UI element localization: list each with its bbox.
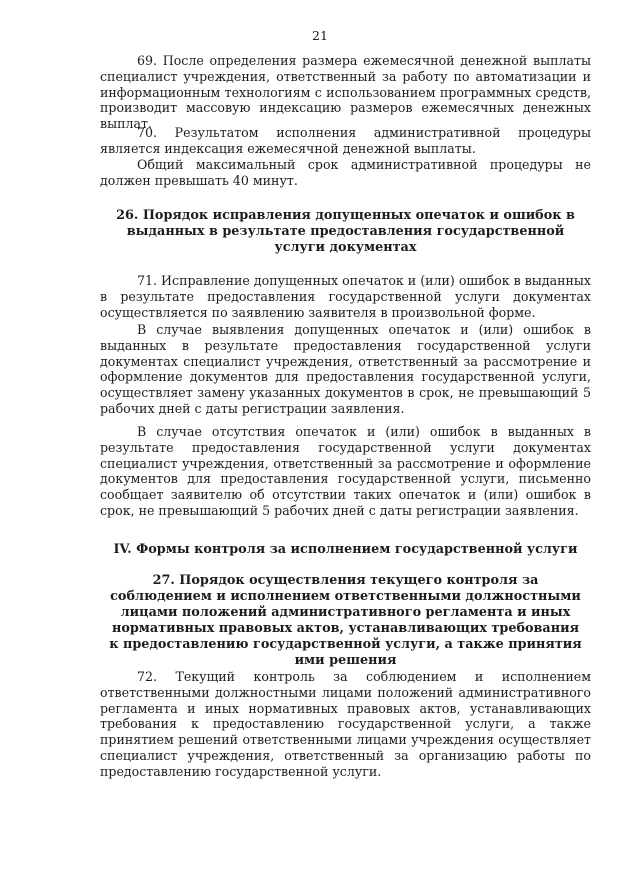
paragraph-71-no-errors: В случае отсутствия опечаток и (или) ошибок в выданных в результате предоставления государственной услуги документах специалист учреждения, ответственный за рассмотрение и оформление документов для предоставления государственной услуги, письменно сообщает заявителю об отсутствии таких опечаток и (или) ошибок в срок, не превышающий 5 рабочих дней с даты регистрации заявления. — [100, 424, 591, 518]
paragraph-70: 70. Результатом исполнения административной процедуры является индексация ежемесячной денежной выплаты. — [100, 125, 591, 156]
paragraph-70-deadline: Общий максимальный срок административной процедуры не должен превышать 40 минут. — [100, 157, 591, 188]
paragraph-71-errors-found: В случае выявления допущенных опечаток и (или) ошибок в выданных в результате предоставления государственной услуги документах специалист учреждения, ответственный за рассмотрение и оформление документов для предоставления государственной услуги, осуществляет замену указанных документов в срок, не превышающий 5 рабочих дней с даты регистрации заявления. — [100, 322, 591, 416]
page-number: 21 — [312, 28, 328, 43]
paragraph-72: 72. Текущий контроль за соблюдением и исполнением ответственными должностными лицами положений административного регламента и иных нормативных правовых актов, устанавливающих требования к предоставлению государственной услуги, а также принятием решений ответственными лицами учреждения осуществляет специалист учреждения, ответственный за организацию работы по предоставлению государственной услуги. — [100, 669, 591, 779]
section-heading-26: 26. Порядок исправления допущенных опечаток и ошибок в выданных в результате предоставления государственной услуги документах — [116, 208, 575, 255]
chapter-heading-iv: IV. Формы контроля за исполнением государственной услуги — [113, 542, 578, 557]
paragraph-71: 71. Исправление допущенных опечаток и (или) ошибок в выданных в результате предоставления государственной услуги документах осуществляется по заявлению заявителя в произвольной форме. — [100, 273, 591, 320]
paragraph-69: 69. После определения размера ежемесячной денежной выплаты специалист учреждения, ответственный за работу по автоматизации и информационным технологиям с использованием программных средств, производит массовую индексацию размеров ежемесячных денежных выплат. — [100, 53, 591, 132]
section-heading-27: 27. Порядок осуществления текущего контроля за соблюдением и исполнением ответственными должностными лицами положений административного регламента и иных нормативных правовых актов, устанавливающих требования к предоставлению государственной услуги, а также принятия ими решения — [109, 573, 582, 668]
